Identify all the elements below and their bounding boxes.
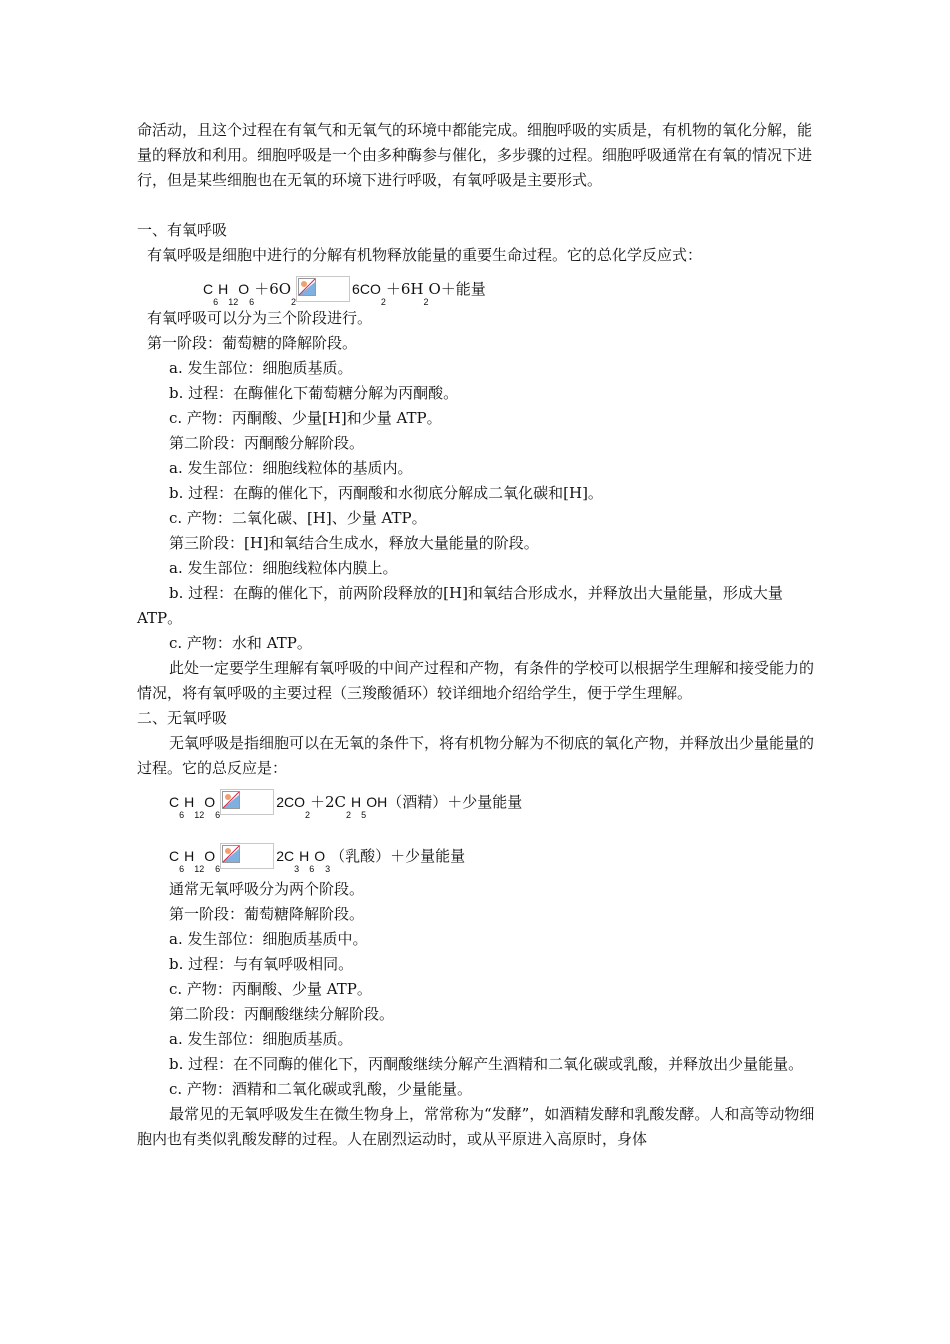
aerobic-stage1-site: a. 发生部位：细胞质基质。 xyxy=(169,359,353,377)
lactic-fermentation-equation: C 6 H 12 O 6 2C 3 H 6 O 3 （乳酸）＋少量能量 xyxy=(137,835,817,869)
section-heading-anaerobic: 二、无氧呼吸 xyxy=(137,709,228,727)
aerobic-equation: C 6 H 12 O 6 ＋6O 2 6CO 2 ＋6H 2 O＋能量 xyxy=(137,268,817,302)
anaerobic-stage1-products: c. 产物：丙酮酸、少量 ATP。 xyxy=(169,980,372,998)
aerobic-definition: 有氧呼吸是细胞中进行的分解有机物释放能量的重要生命过程。它的总化学反应式： xyxy=(147,246,703,264)
aerobic-stage3-site: a. 发生部位：细胞线粒体内膜上。 xyxy=(169,559,398,577)
aerobic-stage3-products: c. 产物：水和 ATP。 xyxy=(169,634,312,652)
spacer xyxy=(137,193,817,218)
teaching-note: 此处一定要学生理解有氧呼吸的中间产过程和产物，有条件的学校可以根据学生理解和接受能力的情况，将有氧呼吸的主要过程（三羧酸循环）较详细地介绍给学生，便于学生理解。 xyxy=(137,659,815,702)
anaerobic-stage1-site: a. 发生部位：细胞质基质中。 xyxy=(169,930,368,948)
anaerobic-stage1-process: b. 过程：与有氧呼吸相同。 xyxy=(169,955,354,973)
aerobic-stage3-title: 第三阶段：[H]和氧结合生成水，释放大量能量的阶段。 xyxy=(169,534,539,552)
aerobic-stage2-process: b. 过程：在酶的催化下，丙酮酸和水彻底分解成二氧化碳和[H]。 xyxy=(169,484,603,502)
broken-image-icon xyxy=(220,789,274,815)
broken-image-icon xyxy=(220,843,274,869)
intro-paragraph: 命活动，且这个过程在有氧气和无氧气的环境中都能完成。细胞呼吸的实质是，有机物的氧化分解，能量的释放和利用。细胞呼吸是一个由多种酶参与催化，多步骤的过程。细胞呼吸通常在有氧的情况下进行，但是某些细胞也在无氧的环境下进行呼吸，有氧呼吸是主要形式。 xyxy=(137,121,813,189)
anaerobic-stage1-title: 第一阶段：葡萄糖降解阶段。 xyxy=(169,905,365,923)
alcohol-fermentation-equation: C 6 H 12 O 6 2CO 2 ＋2C 2 H 5 OH （酒精）＋少量能量 xyxy=(137,781,817,815)
anaerobic-stage2-products: c. 产物：酒精和二氧化碳或乳酸，少量能量。 xyxy=(169,1080,472,1098)
aerobic-stage1-products: c. 产物：丙酮酸、少量[H]和少量 ATP。 xyxy=(169,409,442,427)
anaerobic-stage2-title: 第二阶段：丙酮酸继续分解阶段。 xyxy=(169,1005,395,1023)
document-page xyxy=(137,118,817,1152)
aerobic-stage2-site: a. 发生部位：细胞线粒体的基质内。 xyxy=(169,459,413,477)
aerobic-stages-intro: 有氧呼吸可以分为三个阶段进行。 xyxy=(147,309,373,327)
anaerobic-stage2-site: a. 发生部位：细胞质基质。 xyxy=(169,1030,353,1048)
aerobic-stage2-title: 第二阶段：丙酮酸分解阶段。 xyxy=(169,434,365,452)
aerobic-stage1-process: b. 过程：在酶催化下葡萄糖分解为丙酮酸。 xyxy=(169,384,459,402)
anaerobic-stage2-process: b. 过程：在不同酶的催化下，丙酮酸继续分解产生酒精和二氧化碳或乳酸，并释放出少量能量。 xyxy=(169,1055,804,1073)
broken-image-icon xyxy=(296,276,350,302)
aerobic-stage2-products: c. 产物：二氧化碳、[H]、少量 ATP。 xyxy=(169,509,427,527)
anaerobic-definition: 无氧呼吸是指细胞可以在无氧的条件下，将有机物分解为不彻底的氧化产物，并释放出少量能量的过程。它的总反应是： xyxy=(137,734,815,777)
fermentation-paragraph: 最常见的无氧呼吸发生在微生物身上，常常称为“发酵”，如酒精发酵和乳酸发酵。人和高等动物细胞内也有类似乳酸发酵的过程。人在剧烈运动时，或从平原进入高原时，身体 xyxy=(137,1105,815,1148)
aerobic-stage3-process: b. 过程：在酶的催化下，前两阶段释放的[H]和氧结合形成水，并释放出大量能量，形成大量 ATP。 xyxy=(137,584,783,627)
aerobic-stage1-title: 第一阶段：葡萄糖的降解阶段。 xyxy=(147,334,358,352)
section-heading-aerobic: 一、有氧呼吸 xyxy=(137,221,228,239)
anaerobic-stages-intro: 通常无氧呼吸分为两个阶段。 xyxy=(169,880,365,898)
